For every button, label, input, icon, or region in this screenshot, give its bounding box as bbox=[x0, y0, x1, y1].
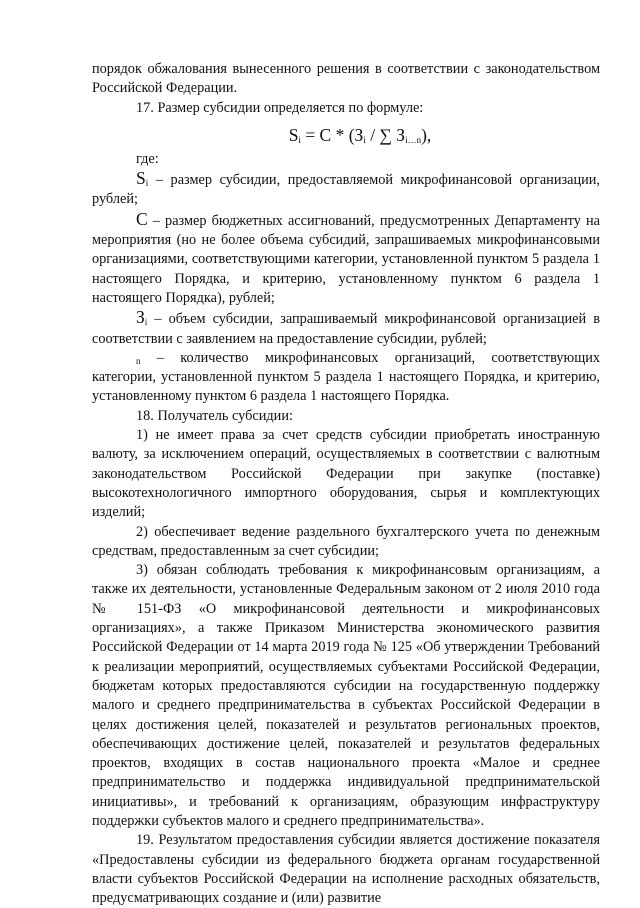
paragraph-appeal: порядок обжалования вынесенного решения в соответствии с законодательством Российской Федерации. bbox=[92, 61, 600, 97]
definition-s: $S_i$ – размер субсидии, предоставляемой микрофинансовой организации, рублей; bbox=[92, 168, 600, 208]
paragraph-18-3: 3) обязан соблюдать требования к микрофинансовым организациям, а также их деятельности, установленные Федеральным законом от 2 июля 2010 года № 151-ФЗ «О микрофинансовой деятельности и микрофинансовых организациях», а также Приказом Министерства экономического развития Российской Федерации от 14 марта 2019 года № 125 «Об утверждении Требований к реализации мероприятий, осуществляемых субъектами Российской Федерации, бюджетам которых предоставляются субсидии на государственную поддержку малого и среднего предпринимательства в субъектах Российской Федерации в целях достижения целей, показателей и результатов региональных проектов, обеспечивающих достижение целей, показателей и результатов федеральных проектов, входящих в состав национального проекта «Малое и среднее предпринимательство и поддержка индивидуальной предпринимательской инициативы», и требований к организациям, образующим инфраструктуру поддержки субъектов малого и среднего предпринимательства». bbox=[92, 562, 600, 829]
where-label: где: bbox=[136, 150, 159, 167]
document-body bbox=[92, 60, 600, 908]
paragraph-17: 17. Размер субсидии определяется по формуле: bbox=[136, 99, 424, 116]
definition-n: $_n$ – количество микрофинансовых организаций, соответствующих категории, установленной пунктом 5 раздела 1 настоящего Порядка, и критерию, установленному пунктом 6 раздела 1 настоящего Порядка. bbox=[92, 349, 600, 405]
subsidy-formula: $S_i = С * (З_i$ / ∑ $З_{i\dots n}$), bbox=[288, 124, 432, 145]
paragraph-18-2: 2) обеспечивает ведение раздельного бухгалтерского учета по денежным средствам, предоставленным за счет субсидии; bbox=[92, 523, 600, 559]
paragraph-19: 19. Результатом предоставления субсидии является достижение показателя «Предоставлены субсидии из федерального бюджета органам государственной власти субъектов Российской Федерации на исполнение расходных обязательств, предусматривающих создание и (или) развитие bbox=[92, 832, 600, 907]
definition-c: С – размер бюджетных ассигнований, предусмотренных Департаменту на мероприятия (но не более объема субсидий, запрашиваемых микрофинансовыми организациями, соответствующими категории, установленной пунктом 5 раздела 1 настоящего Порядка, и критерию, установленному пунктом 6 раздела 1 настоящего Порядка), рублей; bbox=[92, 208, 600, 306]
paragraph-18-1: 1) не имеет права за счет средств субсидии приобретать иностранную валюту, за исключением операций, осуществляемых в соответствии с валютным законодательством Российской Федерации при закупке (поставке) высокотехнологичного импортного оборудования, сырья и комплектующих изделий; bbox=[92, 427, 600, 521]
paragraph-18: 18. Получатель субсидии: bbox=[136, 407, 293, 424]
definition-z: $З_i$ – объем субсидии, запрашиваемый микрофинансовой организацией в соответствии с заявлением на предоставление субсидии, рублей; bbox=[92, 307, 600, 347]
